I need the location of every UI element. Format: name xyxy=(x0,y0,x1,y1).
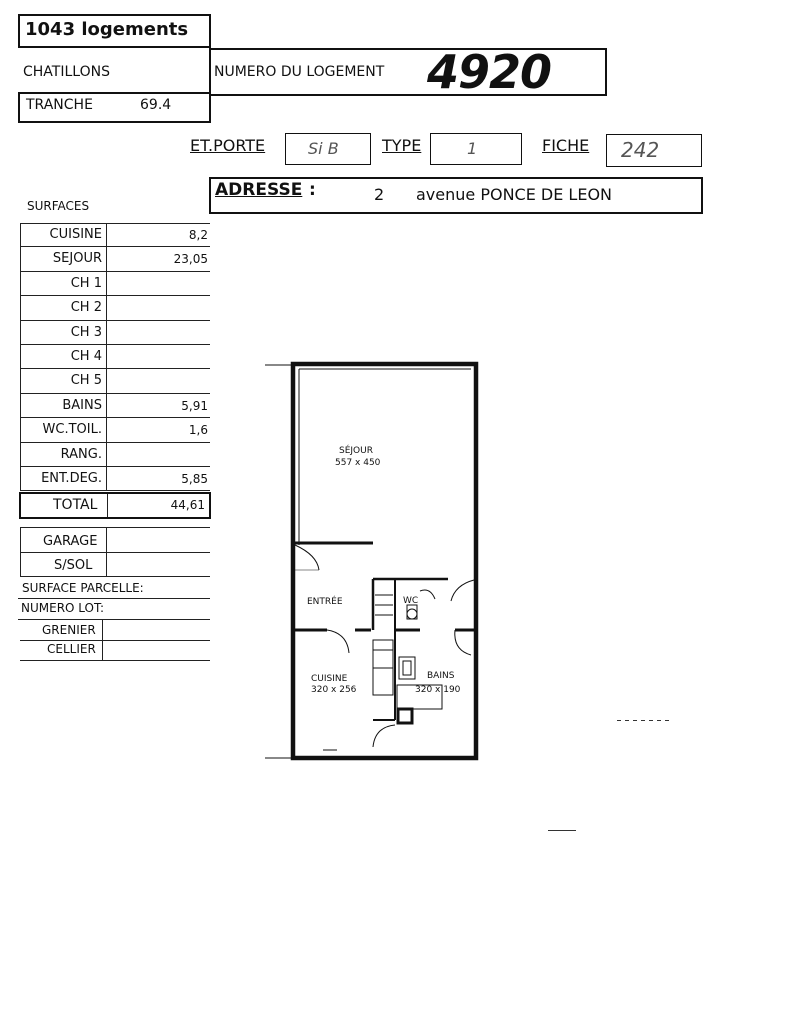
grenier-cellier-table xyxy=(20,620,210,662)
numero-value: 4920 xyxy=(427,45,552,99)
surface-row-value: 23,05 xyxy=(173,252,208,267)
surface-row xyxy=(20,369,210,393)
lot-label: NUMERO LOT: xyxy=(21,601,105,615)
surface-row-value: 8,2 xyxy=(188,228,208,242)
surface-row xyxy=(20,394,210,418)
surface-row xyxy=(20,321,210,345)
surface-row xyxy=(20,247,210,271)
bains-dim: 320 x 190 xyxy=(415,685,461,695)
total-label: TOTAL xyxy=(53,497,98,513)
scan-mark xyxy=(548,830,576,831)
parcelle-label: SURFACE PARCELLE: xyxy=(22,581,144,595)
surface-row-value: 1,6 xyxy=(188,423,208,438)
parcelle-divider xyxy=(18,598,210,599)
scan-mark xyxy=(617,720,672,721)
adresse-box xyxy=(209,177,703,214)
surface-row xyxy=(20,223,210,247)
type-label: TYPE xyxy=(382,136,422,155)
sejour-name: SÉJOUR xyxy=(339,446,373,456)
floor-plan xyxy=(255,355,495,765)
numero-box xyxy=(209,45,607,99)
surfaces-title: SURFACES xyxy=(27,199,90,213)
bains-name: BAINS xyxy=(427,671,455,681)
garage-label: GARAGE xyxy=(43,534,98,549)
total-value: 44,61 xyxy=(170,498,205,512)
surface-row-label: CH 1 xyxy=(70,275,102,291)
sejour-dim: 557 x 450 xyxy=(335,458,381,468)
total-row xyxy=(19,492,211,519)
surface-row xyxy=(20,418,210,442)
fiche-value: 242 xyxy=(621,138,660,162)
outer-walls xyxy=(293,364,476,758)
cellier-label: CELLIER xyxy=(47,642,96,656)
cuisine-name: CUISINE xyxy=(311,674,348,684)
surface-row xyxy=(20,345,210,369)
logements-count: 1043 logements xyxy=(25,19,189,40)
wc-name: WC xyxy=(403,596,419,606)
surface-row-label: WC.TOIL. xyxy=(42,422,102,438)
surface-row xyxy=(20,296,210,320)
grenier-label: GRENIER xyxy=(42,623,96,637)
fiche-field xyxy=(606,134,702,167)
entree-name: ENTRÉE xyxy=(307,597,343,607)
surface-row-value: 5,91 xyxy=(181,398,208,413)
surface-row-label: ENT.DEG. xyxy=(41,471,102,486)
adresse-separator: : xyxy=(309,180,316,200)
type-value: 1 xyxy=(467,139,478,158)
tranche-label: TRANCHE xyxy=(26,97,93,113)
cuisine-dim: 320 x 256 xyxy=(311,685,357,695)
garage-ssol-table xyxy=(20,527,210,577)
adresse-street: avenue PONCE DE LEON xyxy=(416,185,613,204)
numero-label: NUMERO DU LOGEMENT xyxy=(214,64,385,80)
etporte-field xyxy=(285,133,371,165)
logements-box xyxy=(18,14,211,48)
etporte-value: Si B xyxy=(308,139,339,158)
type-field xyxy=(430,133,522,165)
surface-row-label: CH 5 xyxy=(70,373,102,389)
surface-row xyxy=(20,272,210,296)
tranche-box xyxy=(18,92,211,123)
etporte-label: ET.PORTE xyxy=(190,136,266,155)
commune-name: CHATILLONS xyxy=(23,64,110,80)
surface-row-label: RANG. xyxy=(60,446,102,462)
adresse-label: ADRESSE xyxy=(215,180,303,200)
surface-row-label: CUISINE xyxy=(49,227,102,242)
surface-row-label: CH 3 xyxy=(70,324,102,340)
surface-row-label: CH 4 xyxy=(70,349,102,364)
fiche-label: FICHE xyxy=(542,136,590,155)
ssol-label: S/SOL xyxy=(54,558,93,573)
surface-row-value: 5,85 xyxy=(181,472,208,486)
surface-row-label: SEJOUR xyxy=(52,251,102,267)
surface-row-label: BAINS xyxy=(62,397,102,413)
adresse-number: 2 xyxy=(374,185,385,204)
surface-row xyxy=(20,467,210,491)
tranche-value: 69.4 xyxy=(140,97,172,113)
surface-row xyxy=(20,443,210,467)
surface-row-label: CH 2 xyxy=(70,300,102,316)
